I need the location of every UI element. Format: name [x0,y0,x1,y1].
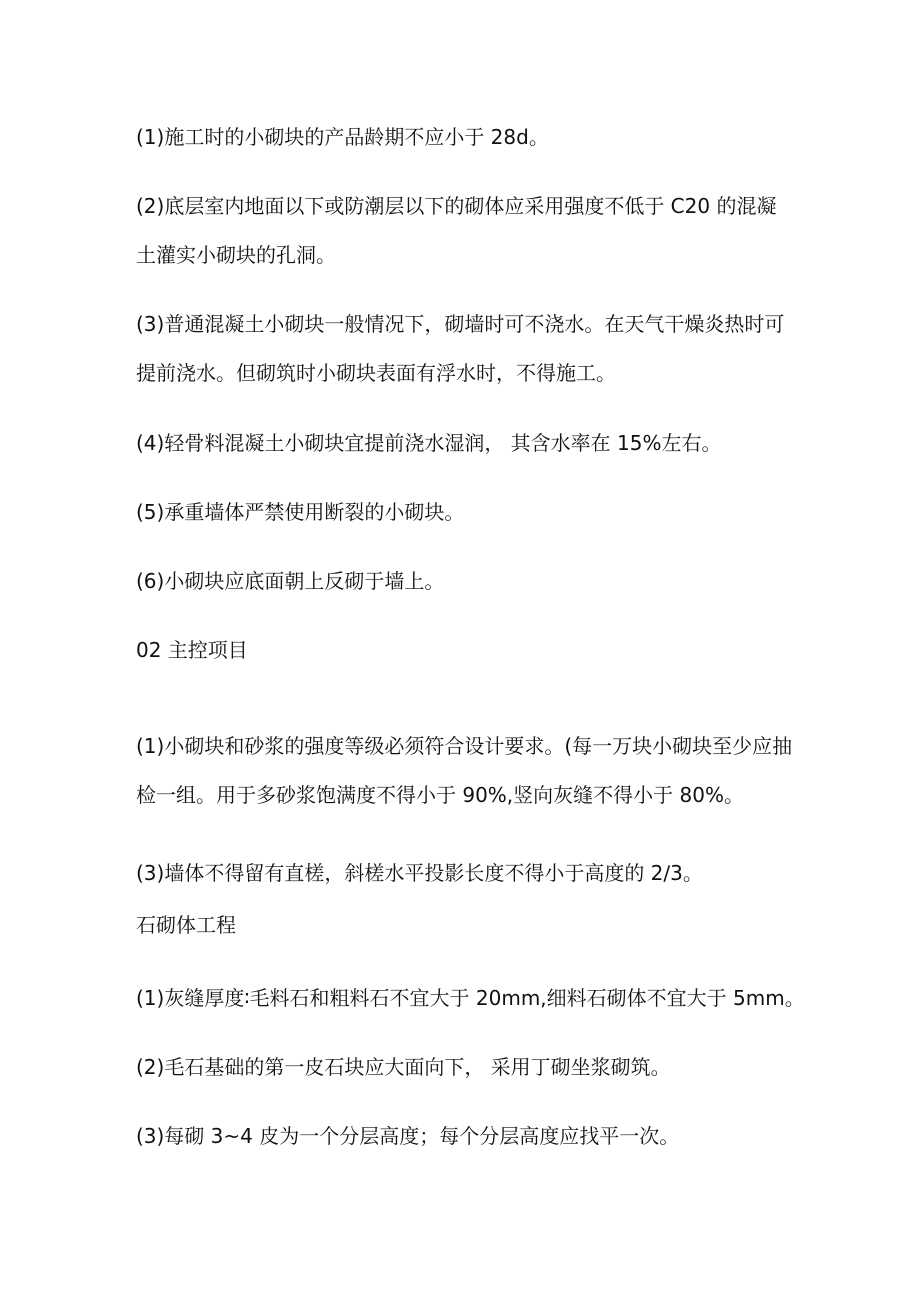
control-item-3-line-1: (3)墙体不得留有直槎，斜槎水平投影长度不得小于高度的 2∕3。 [136,861,703,885]
item-5-line-1: (5)承重墙体严禁使用断裂的小砌块。 [136,500,465,524]
stone-item-2-line-1: (2)毛石基础的第一皮石块应大面向下， 采用丁砌坐浆砌筑。 [136,1055,671,1079]
item-2-line-1: (2)底层室内地面以下或防潮层以下的砌体应采用强度不低于 C20 的混凝 [136,194,777,218]
item-3-line-2: 提前浇水。但砌筑时小砌块表面有浮水时，不得施工。 [136,361,616,385]
section-heading-stone-masonry: 石砌体工程 [136,913,236,937]
stone-item-3-line-1: (3)每砌 3~4 皮为一个分层高度；每个分层高度应找平一次。 [136,1124,680,1148]
control-item-1-line-2: 检一组。用于多砂浆饱满度不得小于 90%,竖向灰缝不得小于 80%。 [136,783,744,807]
stone-item-1-line-1: (1)灰缝厚度∶毛料石和粗料石不宜大于 20mm,细料石砌体不宜大于 5mm。 [136,986,805,1010]
control-item-1-line-1: (1)小砌块和砂浆的强度等级必须符合设计要求。(每一万块小砌块至少应抽 [136,734,793,758]
item-6-line-1: (6)小砌块应底面朝上反砌于墙上。 [136,569,445,593]
item-2-line-2: 土灌实小砌块的孔洞。 [136,243,336,267]
item-3-line-1: (3)普通混凝土小砌块一般情况下，砌墙时可不浇水。在天气干燥炎热时可 [136,312,785,336]
section-heading-main-control: 02 主控项目 [136,638,248,662]
item-1-line-1: (1)施工时的小砌块的产品龄期不应小于 28d。 [136,125,549,149]
item-4-line-1: (4)轻骨料混凝土小砌块宜提前浇水湿润， 其含水率在 15%左右。 [136,431,722,455]
